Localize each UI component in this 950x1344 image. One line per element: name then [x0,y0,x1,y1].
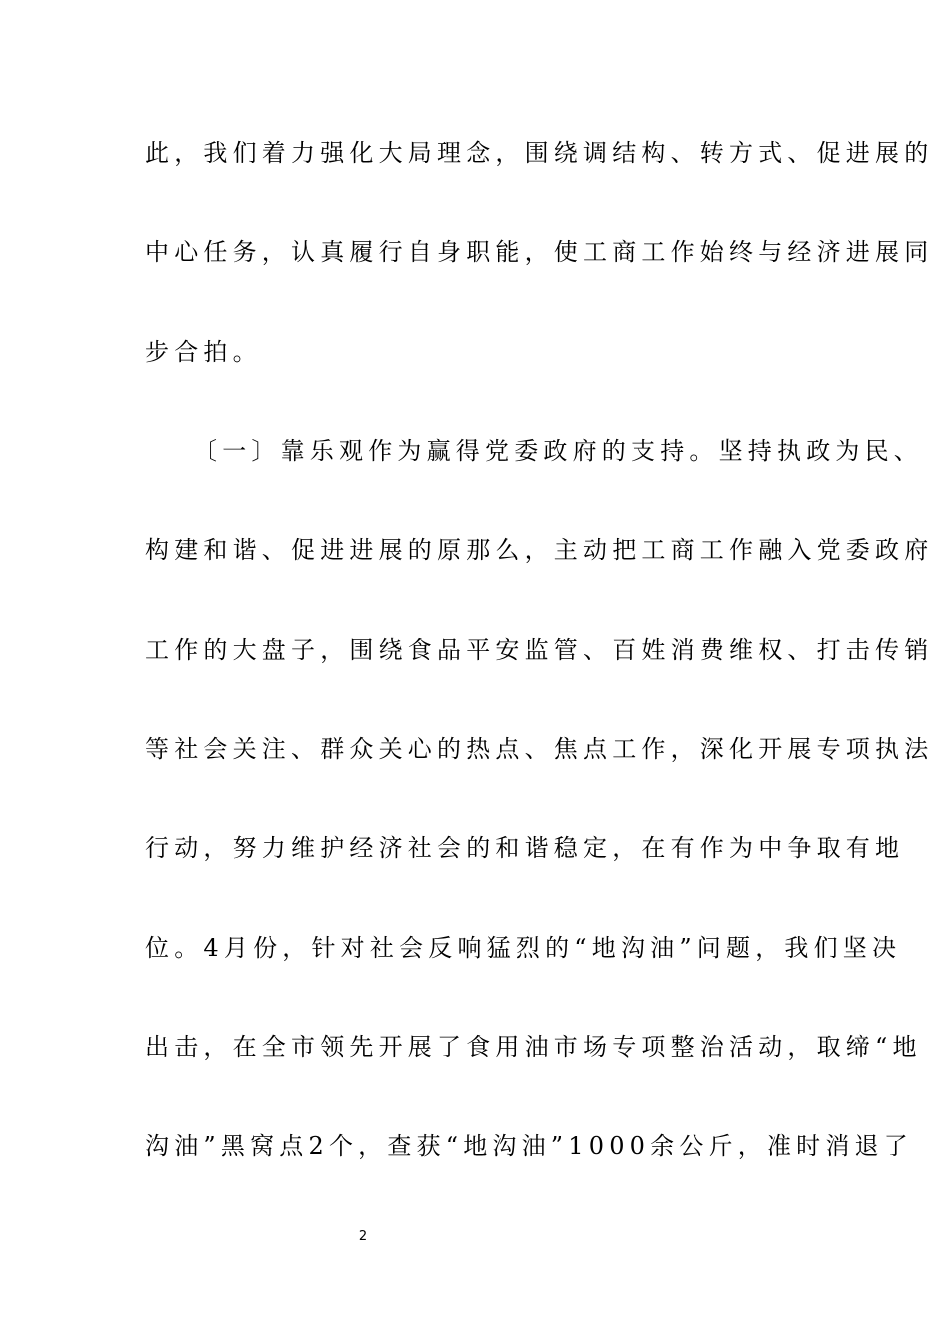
paragraph-first-line: 〔一〕靠乐观作为赢得党委政府的支持。坚持执政为民、 [193,437,923,465]
body-text-line: 此，我们着力强化大局理念，围绕调结构、转方式、促进展的 [145,139,934,167]
body-text-line: 沟油”黑窝点2个，查获“地沟油”1000余公斤，准时消退了 [145,1132,913,1160]
page-number: 2 [358,1229,368,1244]
body-text-line: 中心任务，认真履行自身职能，使工商工作始终与经济进展同 [145,238,934,266]
body-text-line: 行动，努力维护经济社会的和谐稳定，在有作为中争取有地 [145,834,905,862]
body-text-line: 出击，在全市领先开展了食用油市场专项整治活动，取缔“地 [145,1033,922,1061]
body-text-line: 步合拍。 [145,338,262,366]
body-text-line: 工作的大盘子，围绕食品平安监管、百姓消费维权、打击传销 [145,636,934,664]
body-text-line: 位。4月份，针对社会反响猛烈的“地沟油”问题，我们坚决 [145,934,902,962]
body-text-line: 等社会关注、群众关心的热点、焦点工作，深化开展专项执法 [145,735,934,763]
body-text-line: 构建和谐、促进进展的原那么，主动把工商工作融入党委政府 [145,536,934,564]
